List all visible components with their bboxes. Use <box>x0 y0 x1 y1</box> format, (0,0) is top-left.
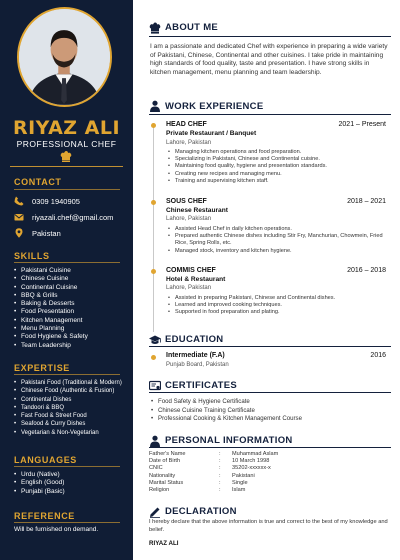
phone-icon <box>14 196 24 206</box>
list-item: • Urdu (Native) <box>14 471 65 479</box>
table-row <box>149 473 278 480</box>
reference-rule <box>14 522 120 523</box>
info-value: 35202-xxxxxx-x <box>232 465 271 472</box>
certificates-list <box>151 398 302 424</box>
certificate-icon <box>149 379 161 391</box>
list-item: • Chinese Food (Authentic & Fusion) <box>14 387 122 395</box>
info-label: CNIC <box>149 465 163 472</box>
list-item: • Assisted Head Chef in daily kitchen operations. <box>168 226 388 233</box>
timeline-dot <box>151 269 156 274</box>
declaration-text: I hereby declare that the above information is true and correct to the best of my knowledge and belief. <box>149 519 388 533</box>
list-item: • Vegetarian & Non-Vegetarian <box>14 429 122 437</box>
list-item: • Food Hygiene & Safety <box>14 333 88 341</box>
personal-info-table <box>149 451 278 494</box>
list-item: • English (Good) <box>14 479 65 487</box>
job-dates: 2018 – 2021 <box>347 198 386 205</box>
job-title: HEAD CHEF <box>166 121 207 128</box>
job-dates: 2021 – Present <box>338 121 386 128</box>
list-item: • Managed stock, inventory and kitchen hygiene. <box>168 248 388 255</box>
location-text: Pakistan <box>32 228 61 238</box>
skills-heading: SKILLS <box>14 251 50 261</box>
experience-heading: WORK EXPERIENCE <box>165 101 264 112</box>
experience-rule <box>149 114 391 115</box>
list-item: • Continental Dishes <box>14 396 122 404</box>
list-item: • Fast Food & Street Food <box>14 412 122 420</box>
about-heading: ABOUT ME <box>165 22 219 33</box>
list-item: • Tandoori & BBQ <box>14 404 122 412</box>
personal-heading: PERSONAL INFORMATION <box>165 435 293 446</box>
main-content <box>133 0 400 560</box>
person-icon <box>149 434 161 446</box>
email-text: riyazali.chef@gmail.com <box>32 212 114 222</box>
profile-name: RIYAZ ALI <box>12 117 121 139</box>
job-bullets <box>168 226 388 255</box>
about-rule <box>149 36 391 37</box>
list-item: • Learned and improved cooking techniques. <box>168 302 388 309</box>
timeline-dot <box>151 123 156 128</box>
info-label: Father's Name <box>149 451 186 457</box>
languages-heading: LANGUAGES <box>14 455 77 465</box>
contact-email[interactable] <box>14 212 113 222</box>
education-year: 2016 <box>370 352 386 359</box>
location-pin-icon <box>14 228 24 238</box>
sidebar <box>0 0 133 560</box>
list-item: • BBQ & Grills <box>14 292 88 300</box>
list-item: • Food Safety & Hygiene Certificate <box>151 398 302 407</box>
profile-title: PROFESSIONAL CHEF <box>16 139 117 149</box>
job-title: SOUS CHEF <box>166 198 207 205</box>
expertise-rule <box>14 374 120 375</box>
graduation-cap-icon <box>149 333 161 345</box>
job-bullets <box>168 149 388 185</box>
profile-photo <box>17 7 112 107</box>
info-label: Nationality <box>149 472 176 479</box>
experience-timeline <box>153 124 154 332</box>
info-separator: : <box>219 472 221 479</box>
job-company: Private Restaurant / Banquet <box>166 130 257 137</box>
list-item: • Menu Planning <box>14 325 88 333</box>
skills-list <box>14 267 88 350</box>
timeline-dot <box>151 200 156 205</box>
education-heading: EDUCATION <box>165 334 224 345</box>
email-icon <box>14 212 24 222</box>
list-item: • Chinese Cuisine <box>14 275 88 283</box>
contact-phone[interactable] <box>14 196 80 206</box>
declaration-signer: RIYAZ ALI <box>149 540 179 547</box>
contact-rule <box>14 189 120 190</box>
table-row <box>149 451 278 458</box>
list-item: • Assisted in preparing Pakistani, Chinese and Continental dishes. <box>168 295 388 302</box>
list-item: • Punjabi (Basic) <box>14 488 65 496</box>
info-label: Religion <box>149 487 170 494</box>
list-item: • Specializing in Pakistani, Chinese and Continental cuisine. <box>168 156 388 163</box>
job-location: Lahore, Pakistan <box>166 216 212 222</box>
table-row <box>149 487 278 494</box>
info-separator: : <box>219 479 221 486</box>
list-item: • Pakistani Food (Traditional & Modern) <box>14 379 122 387</box>
list-item: • Creating new recipes and managing menu. <box>168 171 388 178</box>
person-icon <box>149 99 161 111</box>
list-item: • Training and supervising kitchen staff. <box>168 178 388 185</box>
job-title: COMMIS CHEF <box>166 267 216 274</box>
certificates-rule <box>149 392 391 393</box>
list-item: • Professional Cooking & Kitchen Management Course <box>151 415 302 424</box>
info-value: Pakistani <box>232 472 255 479</box>
reference-heading: REFERENCE <box>14 511 75 521</box>
list-item: • Kitchen Management <box>14 317 88 325</box>
list-item: • Continental Cuisine <box>14 284 88 292</box>
list-item: • Chinese Cuisine Training Certificate <box>151 407 302 416</box>
info-value: 10 March 1998 <box>232 458 270 465</box>
expertise-list <box>14 379 122 437</box>
education-rule <box>149 346 391 347</box>
list-item: • Baking & Desserts <box>14 300 88 308</box>
info-separator: : <box>219 458 221 465</box>
info-value: Single <box>232 479 248 486</box>
chef-hat-icon <box>60 151 72 162</box>
list-item: • Maintaining food quality, hygiene and presentation standards. <box>168 163 388 170</box>
info-label: Date of Birth <box>149 458 181 465</box>
chef-hat-icon <box>149 21 161 33</box>
table-row <box>149 458 278 465</box>
table-row <box>149 465 278 472</box>
phone-text: 0309 1940905 <box>32 196 80 206</box>
info-value: Islam <box>232 487 246 494</box>
personal-rule <box>149 447 391 448</box>
list-item: • Managing kitchen operations and food preparation. <box>168 149 388 156</box>
certificates-heading: CERTIFICATES <box>165 380 238 391</box>
job-dates: 2016 – 2018 <box>347 267 386 274</box>
list-item: • Team Leadership <box>14 342 88 350</box>
job-company: Chinese Restaurant <box>166 207 228 214</box>
list-item: • Supported in food preparation and plating. <box>168 309 388 316</box>
education-degree: Intermediate (F.A) <box>166 352 225 359</box>
expertise-heading: EXPERTISE <box>14 363 70 373</box>
table-row <box>149 480 278 487</box>
info-label: Marital Status <box>149 479 184 486</box>
languages-list <box>14 471 65 496</box>
avatar <box>19 9 110 105</box>
sidebar-divider <box>10 166 123 167</box>
job-location: Lahore, Pakistan <box>166 140 212 146</box>
contact-heading: CONTACT <box>14 177 62 187</box>
about-text: I am a passionate and dedicated Chef with experience in preparing a wide variety of Pakistani, Chinese, Continental and other cuisines. I take pride in maintaining high standards of food quality, taste and presentation. I have strong skills in kitchen management, menu planning and team leadership. <box>150 43 388 76</box>
list-item: • Food Presentation <box>14 308 88 316</box>
reference-text: Will be furnished on demand. <box>14 526 99 533</box>
contact-location <box>14 228 61 238</box>
job-company: Hotel & Restaurant <box>166 276 226 283</box>
declaration-heading: DECLARATION <box>165 506 237 517</box>
job-bullets <box>168 295 388 317</box>
list-item: • Pakistani Cuisine <box>14 267 88 275</box>
job-location: Lahore, Pakistan <box>166 285 212 291</box>
languages-rule <box>14 466 120 467</box>
skills-rule <box>14 262 120 263</box>
list-item: • Prepared authentic Chinese dishes including Stir Fry, Manchurian, Chowmein, Fried Rice, Spring Rolls, etc. <box>168 233 388 247</box>
info-separator: : <box>219 451 221 457</box>
education-board: Punjab Board, Pakistan <box>166 362 229 368</box>
info-separator: : <box>219 487 221 494</box>
info-value: Muhammad Aslam <box>232 451 279 457</box>
list-item: • Seafood & Curry Dishes <box>14 420 122 428</box>
timeline-dot <box>151 355 156 360</box>
info-separator: : <box>219 465 221 472</box>
